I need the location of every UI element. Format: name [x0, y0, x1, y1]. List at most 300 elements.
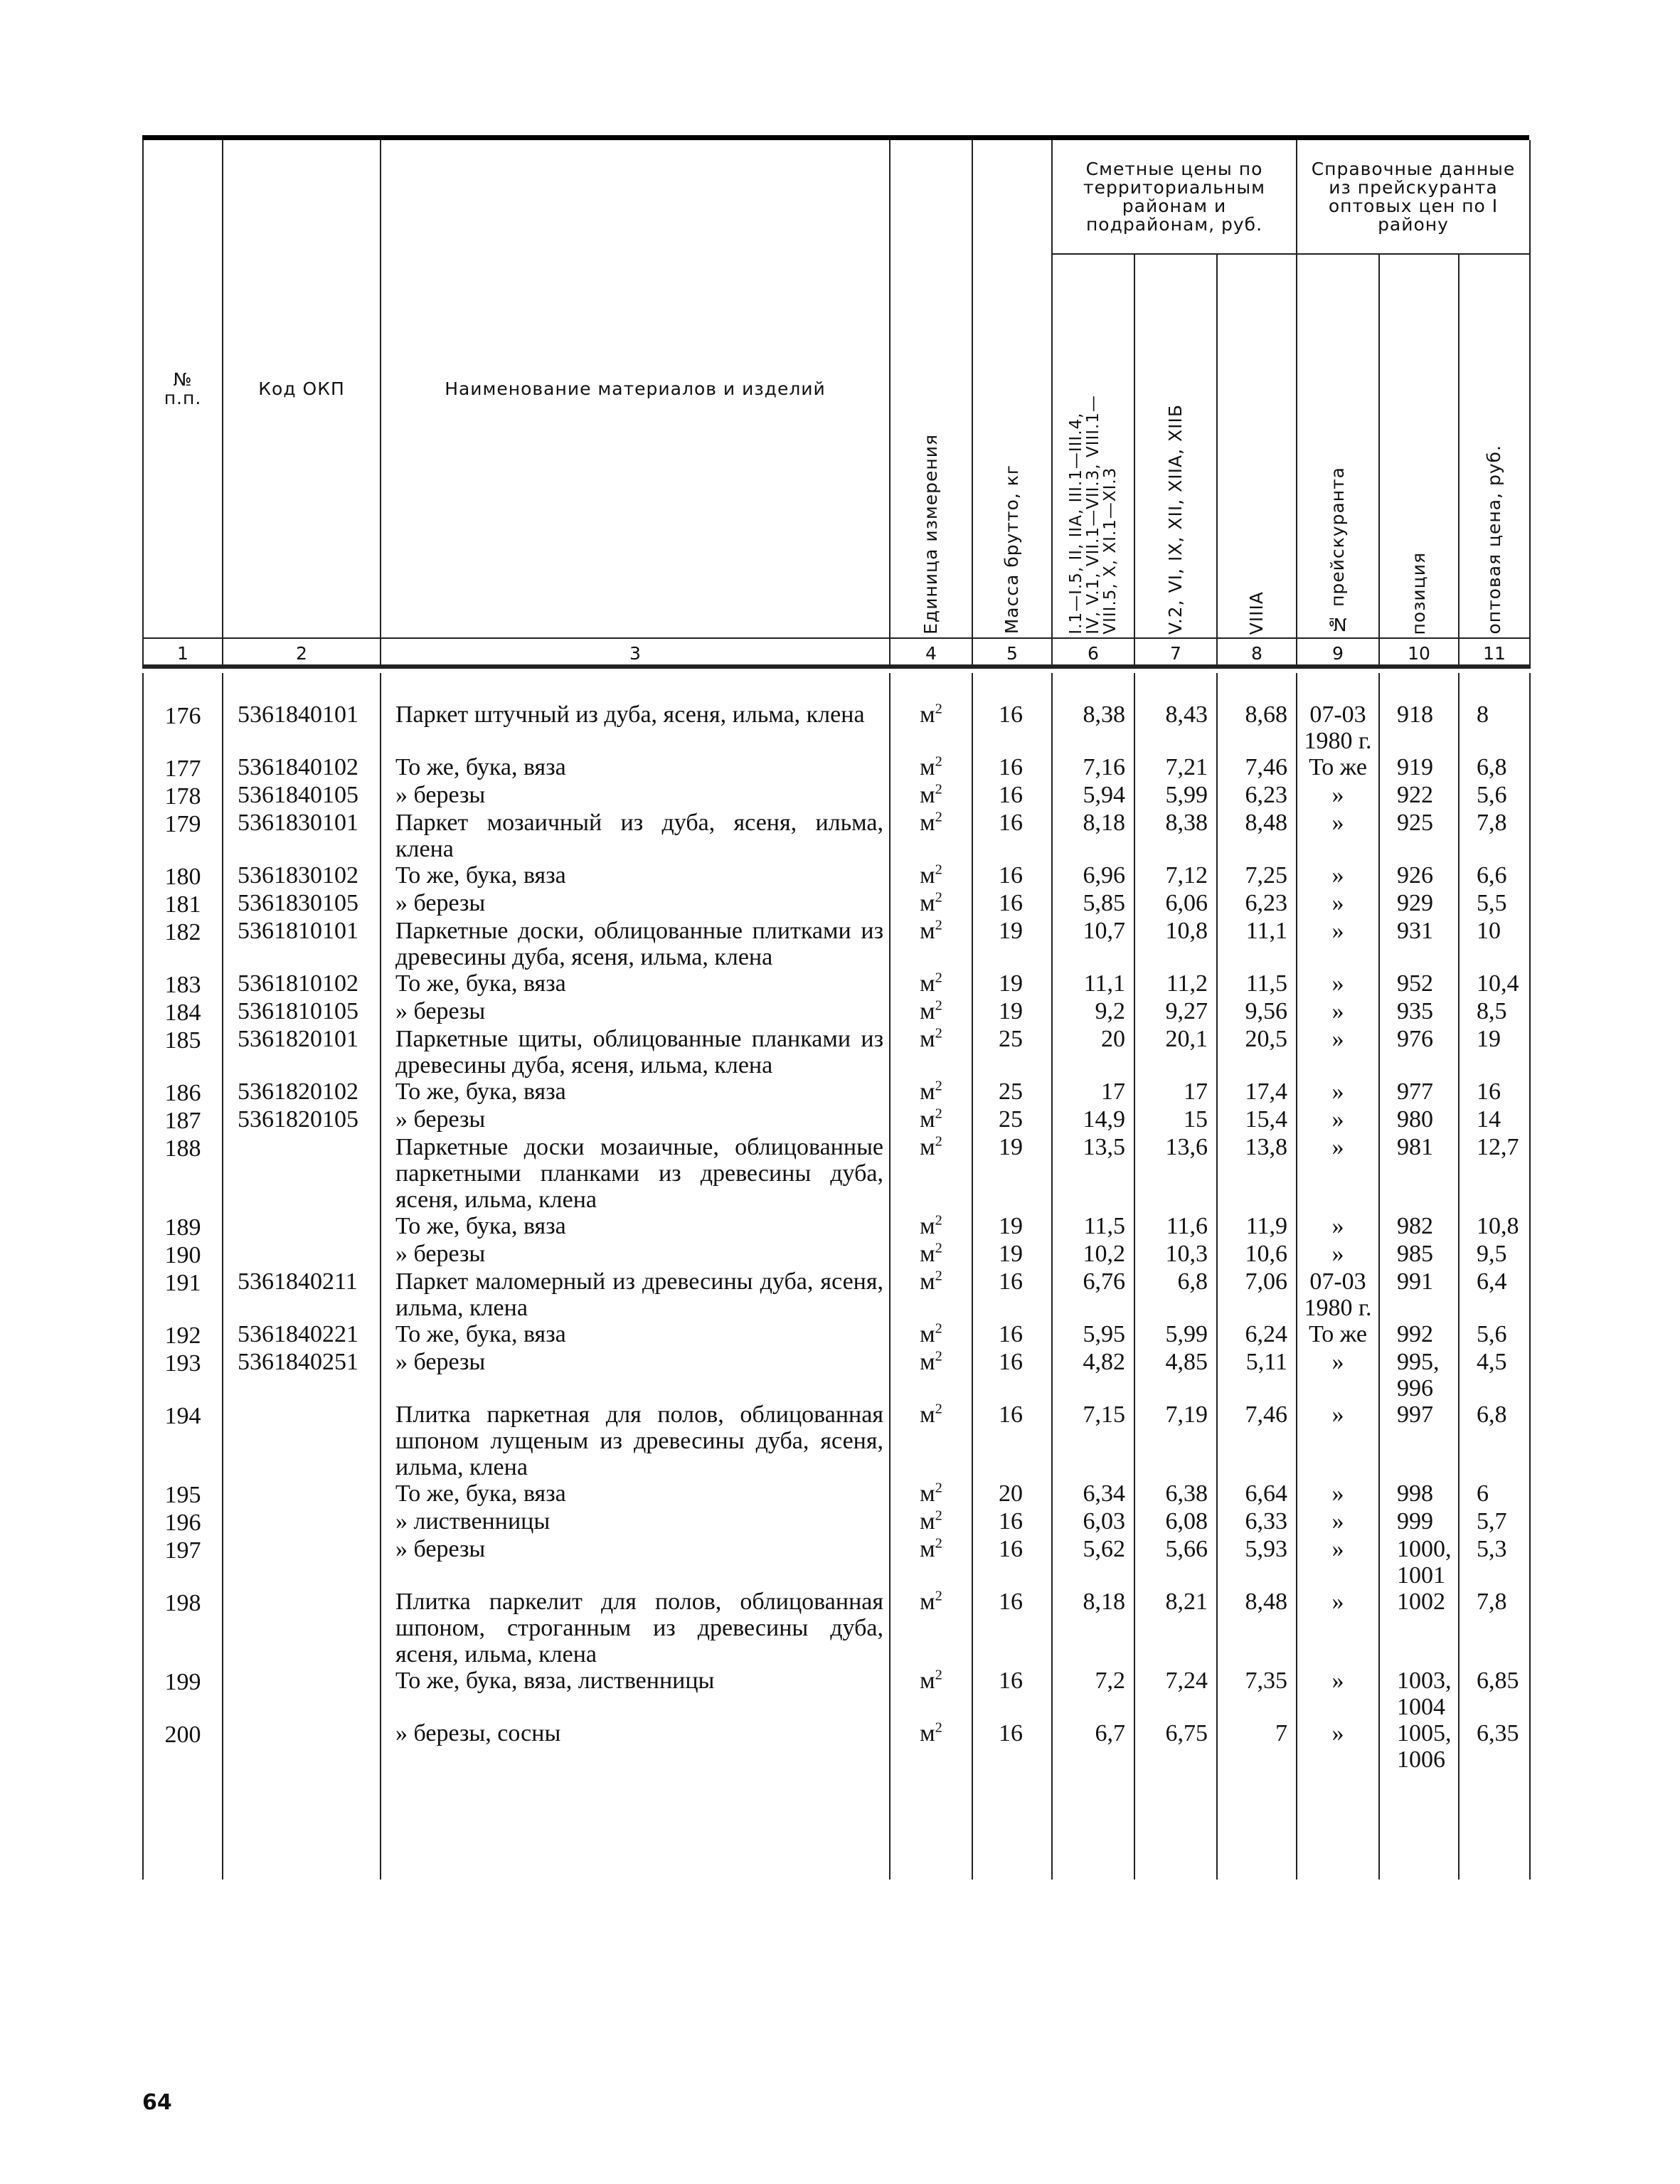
row-code	[223, 1241, 381, 1268]
row-mass: 16	[972, 1401, 1052, 1480]
row-name: Паркетные щиты, облицованные планками из древесины дуба, ясеня, ильма, клена	[381, 1026, 890, 1078]
row-pricelist: »	[1297, 998, 1379, 1026]
row-mass: 16	[972, 1349, 1052, 1401]
unit-superscript: 2	[935, 809, 942, 825]
unit-superscript: 2	[935, 1025, 942, 1041]
row-mass: 16	[972, 890, 1052, 918]
row-wholesale: 5,6	[1459, 1321, 1530, 1349]
row-number: 188	[143, 1134, 223, 1213]
row-name: Паркет штучный из дуба, ясеня, ильма, клена	[381, 701, 890, 754]
row-mass: 25	[972, 1106, 1052, 1134]
row-wholesale: 4,5	[1459, 1349, 1530, 1401]
row-unit: $м^2$	[890, 1401, 972, 1480]
row-number: 196	[143, 1508, 223, 1536]
unit-superscript: 2	[935, 1535, 942, 1552]
table-row	[143, 1026, 1530, 1078]
table-row	[143, 701, 1530, 754]
row-unit: $м^2$	[890, 1026, 972, 1078]
row-code	[223, 1536, 381, 1589]
row-position: 1003, 1004	[1379, 1668, 1459, 1720]
row-price-zone-b: 10,8	[1134, 918, 1217, 970]
row-price-zone-a: 6,7	[1052, 1720, 1134, 1773]
row-price-zone-b: 11,6	[1134, 1213, 1217, 1241]
row-name: » березы	[381, 782, 890, 810]
row-name: То же, бука, вяза	[381, 862, 890, 890]
row-price-zone-a: 17	[1052, 1078, 1134, 1106]
row-mass: 19	[972, 1241, 1052, 1268]
table-row	[143, 1720, 1530, 1773]
row-code: 5361820105	[223, 1106, 381, 1134]
table-row	[143, 1401, 1530, 1480]
table-row	[143, 1268, 1530, 1321]
row-number: 187	[143, 1106, 223, 1134]
row-price-zone-c: 7,46	[1217, 1401, 1297, 1480]
table-row	[143, 998, 1530, 1026]
table-row	[143, 1536, 1530, 1589]
column-number: 6	[1052, 638, 1134, 668]
row-wholesale: 5,6	[1459, 782, 1530, 810]
row-number: 179	[143, 810, 223, 862]
row-position: 999	[1379, 1508, 1459, 1536]
unit-superscript: 2	[935, 970, 942, 986]
header-bottom-rule	[142, 664, 1529, 667]
row-pricelist: »	[1297, 970, 1379, 998]
row-price-zone-a: 20	[1052, 1026, 1134, 1078]
unit-superscript: 2	[935, 1588, 942, 1604]
row-position: 925	[1379, 810, 1459, 862]
row-number: 194	[143, 1401, 223, 1480]
row-number: 189	[143, 1213, 223, 1241]
column-number: 10	[1379, 638, 1459, 668]
row-wholesale: 5,7	[1459, 1508, 1530, 1536]
table-row	[143, 1078, 1530, 1106]
row-price-zone-b: 5,99	[1134, 782, 1217, 810]
row-number: 192	[143, 1321, 223, 1349]
row-price-zone-a: 6,96	[1052, 862, 1134, 890]
table-row	[143, 890, 1530, 918]
row-price-zone-a: 10,2	[1052, 1241, 1134, 1268]
row-wholesale: 6,85	[1459, 1668, 1530, 1720]
row-unit: $м^2$	[890, 1106, 972, 1134]
row-price-zone-c: 11,1	[1217, 918, 1297, 970]
unit-superscript: 2	[935, 1106, 942, 1122]
row-wholesale: 10,8	[1459, 1213, 1530, 1241]
row-code: 5361840102	[223, 754, 381, 782]
row-pricelist: »	[1297, 1349, 1379, 1401]
row-unit: $м^2$	[890, 754, 972, 782]
row-wholesale: 8	[1459, 701, 1530, 754]
row-name: » березы	[381, 1241, 890, 1268]
row-wholesale: 6,8	[1459, 1401, 1530, 1480]
unit-superscript: 2	[935, 781, 942, 797]
row-unit: $м^2$	[890, 918, 972, 970]
row-price-zone-b: 7,19	[1134, 1401, 1217, 1480]
row-price-zone-b: 4,85	[1134, 1349, 1217, 1401]
row-mass: 16	[972, 1668, 1052, 1720]
row-mass: 20	[972, 1480, 1052, 1508]
row-price-zone-c: 8,68	[1217, 701, 1297, 754]
row-name: Паркетные доски, облицованные плитками из древесины дуба, ясеня, ильма, клена	[381, 918, 890, 970]
row-price-zone-a: 11,1	[1052, 970, 1134, 998]
row-number: 176	[143, 701, 223, 754]
table-row	[143, 862, 1530, 890]
row-position: 976	[1379, 1026, 1459, 1078]
row-name: » березы	[381, 1536, 890, 1589]
row-number: 197	[143, 1536, 223, 1589]
row-price-zone-a: 11,5	[1052, 1213, 1134, 1241]
unit-superscript: 2	[935, 1667, 942, 1683]
row-position: 926	[1379, 862, 1459, 890]
row-mass: 16	[972, 862, 1052, 890]
column-numbers-row	[143, 638, 1530, 668]
row-name: » березы, сосны	[381, 1720, 890, 1773]
row-pricelist: »	[1297, 810, 1379, 862]
row-wholesale: 10,4	[1459, 970, 1530, 998]
unit-superscript: 2	[935, 1268, 942, 1284]
row-unit: $м^2$	[890, 1668, 972, 1720]
row-name: Плитка паркетная для полов, облицованная шпоном лущеным из древесины дуба, ясеня, ильма, клена	[381, 1401, 890, 1480]
row-wholesale: 19	[1459, 1026, 1530, 1078]
row-price-zone-a: 9,2	[1052, 998, 1134, 1026]
row-position: 985	[1379, 1241, 1459, 1268]
row-code: 5361820101	[223, 1026, 381, 1078]
row-number: 193	[143, 1349, 223, 1401]
row-price-zone-a: 5,95	[1052, 1321, 1134, 1349]
row-code: 5361840101	[223, 701, 381, 754]
row-wholesale: 6,8	[1459, 754, 1530, 782]
row-wholesale: 5,5	[1459, 890, 1530, 918]
row-mass: 19	[972, 998, 1052, 1026]
row-price-zone-b: 7,24	[1134, 1668, 1217, 1720]
row-price-zone-c: 8,48	[1217, 810, 1297, 862]
row-wholesale: 9,5	[1459, 1241, 1530, 1268]
row-code: 5361840251	[223, 1349, 381, 1401]
row-position: 918	[1379, 701, 1459, 754]
row-code: 5361840211	[223, 1268, 381, 1321]
row-mass: 16	[972, 701, 1052, 754]
row-number: 198	[143, 1589, 223, 1668]
row-price-zone-c: 6,23	[1217, 782, 1297, 810]
row-code	[223, 1668, 381, 1720]
row-code: 5361830102	[223, 862, 381, 890]
row-mass: 16	[972, 754, 1052, 782]
row-wholesale: 6	[1459, 1480, 1530, 1508]
page-number: 64	[142, 2090, 172, 2115]
column-number: 7	[1134, 638, 1217, 668]
row-position: 991	[1379, 1268, 1459, 1321]
header-zone-c: VIIIA	[1217, 254, 1297, 638]
row-code: 5361810102	[223, 970, 381, 998]
row-price-zone-a: 5,94	[1052, 782, 1134, 810]
row-pricelist: »	[1297, 862, 1379, 890]
row-price-zone-b: 6,08	[1134, 1508, 1217, 1536]
row-price-zone-a: 5,62	[1052, 1536, 1134, 1589]
row-wholesale: 12,7	[1459, 1134, 1530, 1213]
table-header	[142, 140, 1531, 669]
row-number: 185	[143, 1026, 223, 1078]
unit-superscript: 2	[935, 1507, 942, 1524]
row-position: 1005, 1006	[1379, 1720, 1459, 1773]
row-mass: 19	[972, 918, 1052, 970]
row-price-zone-b: 13,6	[1134, 1134, 1217, 1213]
header-zone-a: I.1—I.5, II, IIA, III.1—III.4, IV, V.1, VII.1—VII.3, VIII.1— VIII.5, X, XI.1—XI.3	[1052, 254, 1134, 638]
unit-superscript: 2	[935, 1212, 942, 1229]
column-number: 11	[1459, 638, 1530, 668]
header-pricelist: № прейскуранта	[1297, 254, 1379, 638]
unit-superscript: 2	[935, 753, 942, 770]
row-unit: $м^2$	[890, 1720, 972, 1773]
row-position: 952	[1379, 970, 1459, 998]
row-pricelist: 07-03 1980 г.	[1297, 1268, 1379, 1321]
header-position: позиция	[1379, 254, 1459, 638]
table-row	[143, 1106, 1530, 1134]
row-wholesale: 5,3	[1459, 1536, 1530, 1589]
row-price-zone-a: 6,03	[1052, 1508, 1134, 1536]
row-price-zone-a: 7,15	[1052, 1401, 1134, 1480]
row-unit: $м^2$	[890, 1349, 972, 1401]
table-row	[143, 1508, 1530, 1536]
row-price-zone-b: 17	[1134, 1078, 1217, 1106]
top-rule	[142, 135, 1529, 140]
row-price-zone-c: 11,9	[1217, 1213, 1297, 1241]
row-price-zone-b: 8,38	[1134, 810, 1217, 862]
unit-superscript: 2	[935, 1719, 942, 1736]
row-price-zone-a: 5,85	[1052, 890, 1134, 918]
row-price-zone-c: 15,4	[1217, 1106, 1297, 1134]
unit-superscript: 2	[935, 1133, 942, 1150]
header-mass: Масса брутто, кг	[972, 140, 1052, 638]
row-wholesale: 10	[1459, 918, 1530, 970]
row-name: Плитка паркелит для полов, облицованная шпоном, строганным из древесины дуба, ясеня, ильма, клена	[381, 1589, 890, 1668]
row-price-zone-a: 8,38	[1052, 701, 1134, 754]
row-name: То же, бука, вяза	[381, 1321, 890, 1349]
row-price-zone-c: 7,06	[1217, 1268, 1297, 1321]
row-code	[223, 1213, 381, 1241]
row-position: 998	[1379, 1480, 1459, 1508]
row-code: 5361830101	[223, 810, 381, 862]
row-pricelist: 07-03 1980 г.	[1297, 701, 1379, 754]
row-name: » березы	[381, 1106, 890, 1134]
column-number: 5	[972, 638, 1052, 668]
row-price-zone-b: 8,43	[1134, 701, 1217, 754]
row-price-zone-c: 6,64	[1217, 1480, 1297, 1508]
row-pricelist: »	[1297, 782, 1379, 810]
row-price-zone-b: 5,99	[1134, 1321, 1217, 1349]
row-price-zone-a: 10,7	[1052, 918, 1134, 970]
row-pricelist: »	[1297, 1480, 1379, 1508]
row-unit: $м^2$	[890, 1213, 972, 1241]
row-pricelist: »	[1297, 1078, 1379, 1106]
row-unit: $м^2$	[890, 1078, 972, 1106]
table-row	[143, 1480, 1530, 1508]
row-price-zone-b: 5,66	[1134, 1536, 1217, 1589]
row-code	[223, 1401, 381, 1480]
unit-superscript: 2	[935, 917, 942, 933]
row-price-zone-c: 8,48	[1217, 1589, 1297, 1668]
row-unit: $м^2$	[890, 1536, 972, 1589]
row-name: Паркетные доски мозаичные, облицованные паркетными планками из древесины дуба, ясеня, ильма, клена	[381, 1134, 890, 1213]
row-pricelist: »	[1297, 1401, 1379, 1480]
table-row	[143, 1321, 1530, 1349]
row-pricelist: То же	[1297, 1321, 1379, 1349]
row-code	[223, 1720, 381, 1773]
row-number: 181	[143, 890, 223, 918]
table-row	[143, 1668, 1530, 1720]
row-pricelist: »	[1297, 1508, 1379, 1536]
unit-superscript: 2	[935, 997, 942, 1014]
row-wholesale: 6,35	[1459, 1720, 1530, 1773]
row-pricelist: »	[1297, 1668, 1379, 1720]
row-unit: $м^2$	[890, 1321, 972, 1349]
row-price-zone-c: 17,4	[1217, 1078, 1297, 1106]
row-name: То же, бука, вяза	[381, 1480, 890, 1508]
row-unit: $м^2$	[890, 998, 972, 1026]
row-unit: $м^2$	[890, 862, 972, 890]
row-price-zone-c: 13,8	[1217, 1134, 1297, 1213]
row-price-zone-c: 9,56	[1217, 998, 1297, 1026]
row-mass: 16	[972, 782, 1052, 810]
row-name: То же, бука, вяза	[381, 1078, 890, 1106]
table-row	[143, 810, 1530, 862]
row-position: 1002	[1379, 1589, 1459, 1668]
row-price-zone-b: 8,21	[1134, 1589, 1217, 1668]
table-row	[143, 1134, 1530, 1213]
row-number: 195	[143, 1480, 223, 1508]
header-unit: Единица измерения	[890, 140, 972, 638]
row-number: 191	[143, 1268, 223, 1321]
column-number: 3	[381, 638, 890, 668]
row-position: 929	[1379, 890, 1459, 918]
row-code: 5361810105	[223, 998, 381, 1026]
row-price-zone-a: 6,76	[1052, 1268, 1134, 1321]
row-unit: $м^2$	[890, 1268, 972, 1321]
row-unit: $м^2$	[890, 1480, 972, 1508]
row-code: 5361810101	[223, 918, 381, 970]
table-row	[143, 918, 1530, 970]
row-price-zone-c: 20,5	[1217, 1026, 1297, 1078]
column-number: 1	[143, 638, 223, 668]
row-number: 183	[143, 970, 223, 998]
row-wholesale: 7,8	[1459, 1589, 1530, 1668]
unit-superscript: 2	[935, 1240, 942, 1256]
table-row	[143, 970, 1530, 998]
row-price-zone-b: 7,12	[1134, 862, 1217, 890]
row-unit: $м^2$	[890, 701, 972, 754]
row-code	[223, 1589, 381, 1668]
row-name: То же, бука, вяза	[381, 970, 890, 998]
unit-superscript: 2	[935, 1401, 942, 1417]
row-unit: $м^2$	[890, 782, 972, 810]
unit-superscript: 2	[935, 701, 942, 717]
row-price-zone-b: 6,75	[1134, 1720, 1217, 1773]
row-name: То же, бука, вяза	[381, 1213, 890, 1241]
row-wholesale: 7,8	[1459, 810, 1530, 862]
row-code: 5361820102	[223, 1078, 381, 1106]
row-price-zone-a: 4,82	[1052, 1349, 1134, 1401]
row-pricelist: »	[1297, 918, 1379, 970]
column-number: 8	[1217, 638, 1297, 668]
header-code: Код ОКП	[223, 140, 381, 638]
row-price-zone-b: 6,38	[1134, 1480, 1217, 1508]
row-number: 184	[143, 998, 223, 1026]
row-price-zone-c: 7	[1217, 1720, 1297, 1773]
unit-superscript: 2	[935, 1320, 942, 1337]
price-table	[142, 673, 1531, 1880]
row-pricelist: »	[1297, 1213, 1379, 1241]
row-mass: 16	[972, 1268, 1052, 1321]
row-price-zone-b: 9,27	[1134, 998, 1217, 1026]
row-position: 931	[1379, 918, 1459, 970]
row-price-zone-a: 8,18	[1052, 810, 1134, 862]
table-row	[143, 782, 1530, 810]
row-mass: 16	[972, 1321, 1052, 1349]
row-mass: 16	[972, 1536, 1052, 1589]
header-wholesale: оптовая цена, руб.	[1459, 254, 1530, 638]
row-price-zone-b: 11,2	[1134, 970, 1217, 998]
row-price-zone-a: 7,2	[1052, 1668, 1134, 1720]
row-price-zone-b: 7,21	[1134, 754, 1217, 782]
table-row	[143, 1349, 1530, 1401]
row-price-zone-a: 14,9	[1052, 1106, 1134, 1134]
row-unit: $м^2$	[890, 1589, 972, 1668]
row-number: 178	[143, 782, 223, 810]
unit-superscript: 2	[935, 1480, 942, 1496]
header-estimate-group: Сметные цены по территориальным районам и подрайонам, руб.	[1052, 140, 1297, 254]
row-position: 980	[1379, 1106, 1459, 1134]
header-name: Наименование материалов и изделий	[381, 140, 890, 638]
row-number: 186	[143, 1078, 223, 1106]
row-position: 935	[1379, 998, 1459, 1026]
row-mass: 19	[972, 970, 1052, 998]
row-position: 982	[1379, 1213, 1459, 1241]
row-name: Паркет маломерный из древесины дуба, ясеня, ильма, клена	[381, 1268, 890, 1321]
row-mass: 19	[972, 1134, 1052, 1213]
row-code: 5361840221	[223, 1321, 381, 1349]
row-price-zone-a: 6,34	[1052, 1480, 1134, 1508]
row-price-zone-c: 11,5	[1217, 970, 1297, 998]
column-number: 2	[223, 638, 381, 668]
row-name: То же, бука, вяза, лиственницы	[381, 1668, 890, 1720]
header-reference-group: Справочные данные из прейскуранта оптовых цен по I району	[1297, 140, 1530, 254]
row-unit: $м^2$	[890, 810, 972, 862]
row-name: » лиственницы	[381, 1508, 890, 1536]
row-price-zone-b: 20,1	[1134, 1026, 1217, 1078]
row-pricelist: »	[1297, 1241, 1379, 1268]
row-pricelist: »	[1297, 1134, 1379, 1213]
row-price-zone-c: 7,46	[1217, 754, 1297, 782]
row-position: 1000, 1001	[1379, 1536, 1459, 1589]
row-name: » березы	[381, 998, 890, 1026]
row-name: То же, бука, вяза	[381, 754, 890, 782]
row-position: 997	[1379, 1401, 1459, 1480]
header-zone-b: V.2, VI, IX, XII, XIIA, XIIБ	[1134, 254, 1217, 638]
row-mass: 16	[972, 810, 1052, 862]
row-mass: 25	[972, 1026, 1052, 1078]
row-price-zone-b: 15	[1134, 1106, 1217, 1134]
row-mass: 19	[972, 1213, 1052, 1241]
table-row	[143, 754, 1530, 782]
row-name: » березы	[381, 890, 890, 918]
row-price-zone-c: 10,6	[1217, 1241, 1297, 1268]
row-price-zone-c: 6,24	[1217, 1321, 1297, 1349]
row-number: 177	[143, 754, 223, 782]
row-pricelist: »	[1297, 1026, 1379, 1078]
row-code: 5361830105	[223, 890, 381, 918]
row-mass: 16	[972, 1720, 1052, 1773]
row-price-zone-c: 7,25	[1217, 862, 1297, 890]
row-pricelist: »	[1297, 1106, 1379, 1134]
row-price-zone-c: 6,33	[1217, 1508, 1297, 1536]
